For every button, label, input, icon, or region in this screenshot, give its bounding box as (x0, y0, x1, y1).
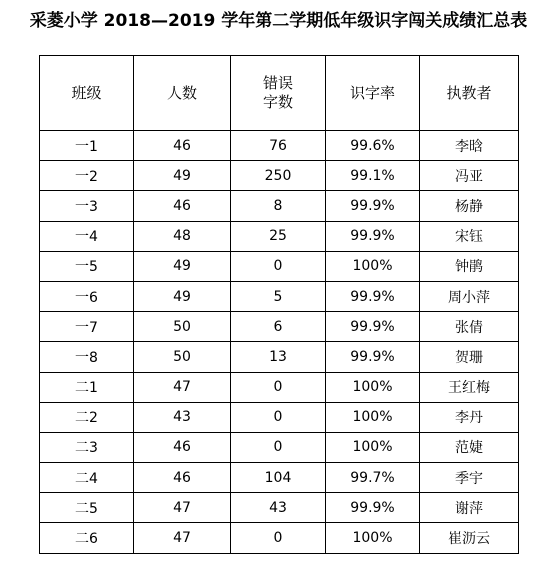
cell-errors: 8 (231, 191, 326, 221)
table-row (40, 251, 519, 281)
cell-rate: 99.9% (326, 493, 420, 523)
cell-class: 二6 (40, 523, 134, 553)
cell-errors: 0 (231, 432, 326, 462)
cell-class: 一6 (40, 281, 134, 311)
cell-rate: 100% (326, 402, 420, 432)
cell-rate: 99.9% (326, 221, 420, 251)
cell-class: 一5 (40, 251, 134, 281)
cell-teacher: 宋钰 (420, 221, 519, 251)
cell-errors: 0 (231, 402, 326, 432)
cell-class: 二2 (40, 402, 134, 432)
cell-class: 一2 (40, 161, 134, 191)
cell-count: 47 (134, 523, 231, 553)
table-row (40, 161, 519, 191)
cell-errors: 0 (231, 523, 326, 553)
cell-teacher: 季宇 (420, 463, 519, 493)
table-row (40, 523, 519, 553)
cell-teacher: 李晗 (420, 131, 519, 161)
cell-rate: 99.7% (326, 463, 420, 493)
header-rate: 识字率 (326, 56, 420, 131)
cell-rate: 100% (326, 251, 420, 281)
header-class: 班级 (40, 56, 134, 131)
table-row (40, 342, 519, 372)
cell-count: 49 (134, 251, 231, 281)
table-row (40, 372, 519, 402)
cell-errors: 5 (231, 281, 326, 311)
table-body (40, 131, 519, 554)
cell-errors: 43 (231, 493, 326, 523)
cell-teacher: 张倩 (420, 312, 519, 342)
cell-class: 一1 (40, 131, 134, 161)
score-table (39, 55, 519, 554)
cell-teacher: 崔沥云 (420, 523, 519, 553)
cell-errors: 6 (231, 312, 326, 342)
cell-count: 46 (134, 432, 231, 462)
cell-errors: 13 (231, 342, 326, 372)
cell-class: 二3 (40, 432, 134, 462)
cell-count: 46 (134, 463, 231, 493)
table-row (40, 432, 519, 462)
cell-count: 43 (134, 402, 231, 432)
table-row (40, 191, 519, 221)
cell-rate: 100% (326, 523, 420, 553)
cell-rate: 99.9% (326, 191, 420, 221)
cell-rate: 99.1% (326, 161, 420, 191)
header-errors: 错误 字数 (231, 56, 326, 131)
table-row (40, 402, 519, 432)
cell-rate: 99.9% (326, 342, 420, 372)
cell-teacher: 周小萍 (420, 281, 519, 311)
cell-teacher: 李丹 (420, 402, 519, 432)
cell-errors: 25 (231, 221, 326, 251)
cell-errors: 76 (231, 131, 326, 161)
cell-count: 50 (134, 312, 231, 342)
table-row (40, 221, 519, 251)
cell-teacher: 王红梅 (420, 372, 519, 402)
cell-errors: 0 (231, 372, 326, 402)
cell-teacher: 杨静 (420, 191, 519, 221)
cell-class: 二4 (40, 463, 134, 493)
cell-class: 二5 (40, 493, 134, 523)
cell-rate: 99.9% (326, 312, 420, 342)
table-row (40, 281, 519, 311)
cell-class: 二1 (40, 372, 134, 402)
header-teacher: 执教者 (420, 56, 519, 131)
cell-count: 49 (134, 281, 231, 311)
cell-count: 46 (134, 191, 231, 221)
cell-rate: 99.6% (326, 131, 420, 161)
cell-count: 49 (134, 161, 231, 191)
cell-teacher: 谢萍 (420, 493, 519, 523)
table-row (40, 131, 519, 161)
cell-class: 一4 (40, 221, 134, 251)
cell-class: 一8 (40, 342, 134, 372)
table-row (40, 312, 519, 342)
table-row (40, 493, 519, 523)
cell-class: 一7 (40, 312, 134, 342)
cell-count: 46 (134, 131, 231, 161)
cell-teacher: 范婕 (420, 432, 519, 462)
cell-count: 47 (134, 493, 231, 523)
header-count: 人数 (134, 56, 231, 131)
cell-count: 50 (134, 342, 231, 372)
cell-teacher: 钟鹃 (420, 251, 519, 281)
table-header-row (40, 56, 519, 131)
cell-teacher: 贺珊 (420, 342, 519, 372)
page-title: 采菱小学 2018—2019 学年第二学期低年级识字闯关成绩汇总表 (29, 11, 528, 31)
cell-count: 47 (134, 372, 231, 402)
cell-rate: 99.9% (326, 281, 420, 311)
table-row (40, 463, 519, 493)
cell-errors: 104 (231, 463, 326, 493)
cell-errors: 250 (231, 161, 326, 191)
cell-count: 48 (134, 221, 231, 251)
cell-rate: 100% (326, 372, 420, 402)
cell-class: 一3 (40, 191, 134, 221)
cell-rate: 100% (326, 432, 420, 462)
cell-errors: 0 (231, 251, 326, 281)
cell-teacher: 冯亚 (420, 161, 519, 191)
